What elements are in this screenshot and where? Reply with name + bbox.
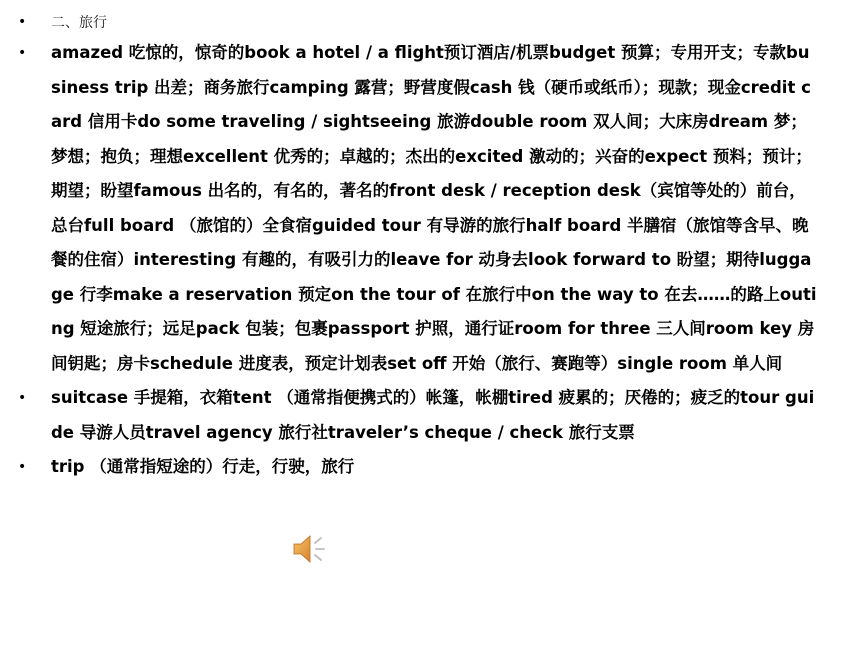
bullet-dot: • bbox=[18, 459, 27, 475]
vocab-text: trip （通常指短途的）行走，行驶，旅行 bbox=[51, 457, 355, 476]
vocab-paragraph-1 bbox=[18, 36, 818, 381]
bullet-list bbox=[18, 10, 818, 485]
section-heading-item bbox=[18, 10, 818, 36]
vocab-paragraph-3 bbox=[18, 450, 818, 485]
vocab-paragraph-2 bbox=[18, 381, 818, 450]
bullet-dot: • bbox=[18, 390, 27, 406]
vocab-text: suitcase 手提箱，衣箱tent （通常指便携式的）帐篷，帐棚tired 疲累的；厌倦的；疲乏的tour guide 导游人员travel agency 旅行社traveler’s cheque / check 旅行支票 bbox=[51, 388, 815, 442]
bullet-dot: • bbox=[18, 14, 27, 30]
bullet-dot: • bbox=[18, 45, 27, 61]
section-heading: 二、旅行 bbox=[51, 15, 107, 31]
speaker-icon[interactable] bbox=[291, 532, 329, 566]
vocab-text: amazed 吃惊的，惊奇的book a hotel / a flight预订酒店/机票budget 预算；专用开支；专款business trip 出差；商务旅行camping 露营；野营度假cash 钱（硬币或纸币）；现款；现金credit card 信用卡do some traveling / sightseeing 旅游double room 双人间；大床房dream 梦；梦想；抱负；理想excellent 优秀的；卓越的；杰出的excited 激动的；兴奋的expect 预料；预计；期望；盼望famous 出名的，有名的，著名的front desk / reception desk（宾馆等处的）前台，总台full board （旅馆的）全食宿guided tour 有导游的旅行half board 半膳宿（旅馆等含早、晚餐的住宿）interesting 有趣的，有吸引力的leave for 动身去look forward to 盼望；期待luggage 行李make a reservation 预定on the tour of 在旅行中on the way to 在去……的路上outing 短途旅行；远足pack 包装；包裹passport 护照，通行证room for three 三人间room key 房间钥匙；房卡schedule 进度表，预定计划表set off 开始（旅行、赛跑等）single room 单人间 bbox=[51, 43, 817, 373]
